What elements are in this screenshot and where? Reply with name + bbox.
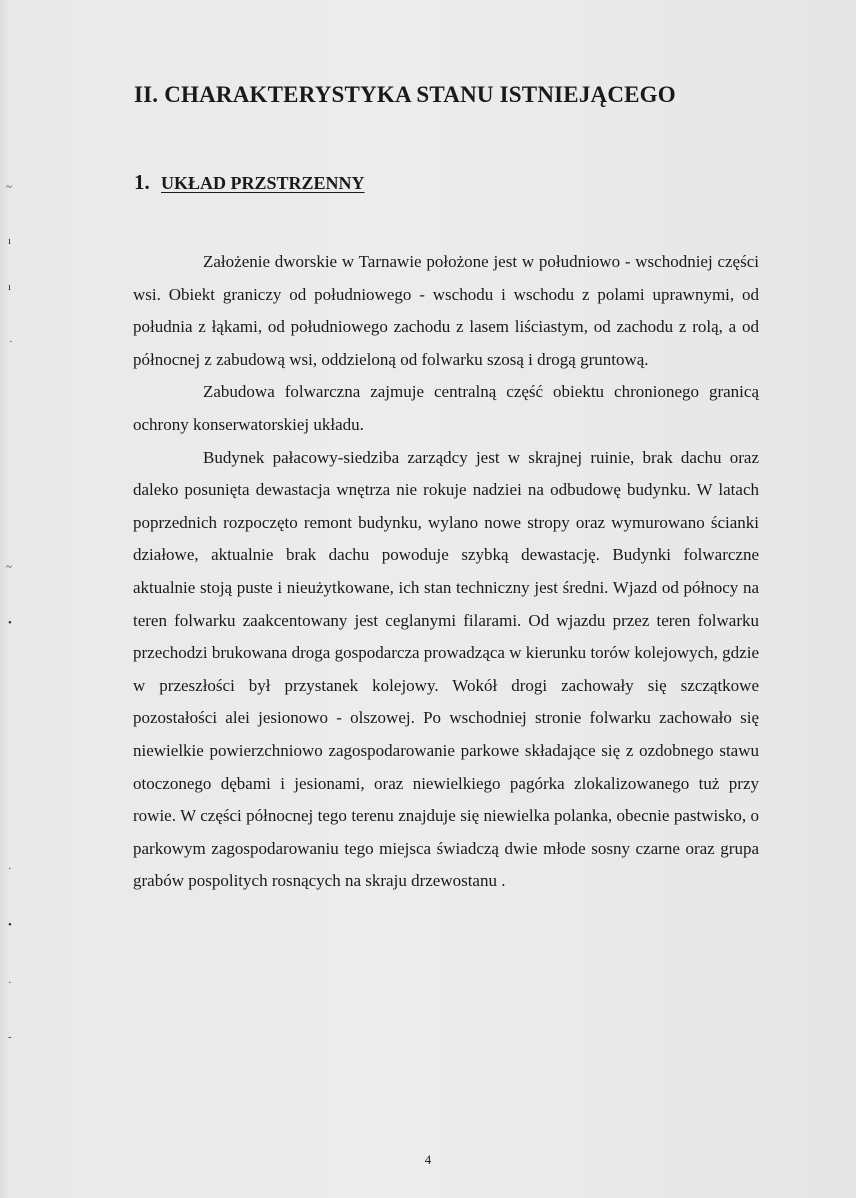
scan-mark: ~ [6, 181, 12, 193]
scan-margin-marks [0, 0, 30, 1198]
scan-mark: · [8, 863, 12, 875]
paragraph: Założenie dworskie w Tarnawie położone jest w południowo - wschodniej części wsi. Obiekt graniczy od południowego - wschodu i wschodu z polami uprawnymi, od południa z łąkami, od południowego zachodu z lasem liściastym, od zachodu z rolą, a od północnej z zabudową wsi, oddzieloną od folwarku szosą i drogą gruntową. [133, 252, 759, 369]
scan-mark: · [8, 977, 12, 989]
scan-mark: • [8, 919, 12, 931]
section-title: UKŁAD PRZSTRZENNY [161, 173, 365, 193]
section-number: 1. [134, 170, 150, 194]
scan-mark: - [8, 1031, 12, 1043]
paragraph: Budynek pałacowy-siedziba zarządcy jest w skrajnej ruinie, brak dachu oraz daleko posunięta dewastacja wnętrza nie rokuje nadziei na odbudowę budynku. W latach poprzednich rozpoczęto remont budynku, wylano nowe stropy oraz wymurowano ścianki działowe, aktualnie brak dachu powoduje szybką dewastację. Budynki folwarczne aktualnie stoją puste i nieużytkowane, ich stan techniczny jest średni. Wjazd od północy na teren folwarku zaakcentowany jest ceglanymi filarami. Od wjazdu przez teren folwarku przechodzi brukowana droga gospodarcza prowadząca w kierunku torów kolejowych, gdzie w przeszłości był przystanek kolejowy. Wokół drogi zachowały się szczątkowe pozostałości alei jesionowo - olszowej. Po wschodniej stronie folwarku zachowało się niewielkie powierzchniowo zagospodarowanie parkowe składające się z ozdobnego stawu otoczonego dębami i jesionami, oraz niewielkiego pagórka zlokalizowanego tuż przy rowie. W części północnej tego terenu znajduje się niewielka polanka, obecnie pastwisko, o parkowym zagospodarowaniu tego miejsca świadczą dwie młode sosny czarne oraz grupa grabów pospolitych rosnących na skraju drzewostanu . [133, 447, 759, 891]
scan-mark: · [9, 336, 13, 348]
body-text [133, 246, 759, 898]
paragraph: Zabudowa folwarczna zajmuje centralną część obiektu chronionego granicą ochrony konserwatorskiej układu. [133, 382, 759, 434]
page-title: II. CHARAKTERYSTYKA STANU ISTNIEJĄCEGO [134, 82, 676, 107]
page-number: 4 [424, 1152, 432, 1167]
scan-mark: ı [8, 235, 12, 247]
scan-mark: • [8, 617, 12, 629]
section-heading [134, 170, 365, 195]
scan-mark: ~ [6, 561, 12, 573]
scan-mark: ı [8, 281, 12, 293]
